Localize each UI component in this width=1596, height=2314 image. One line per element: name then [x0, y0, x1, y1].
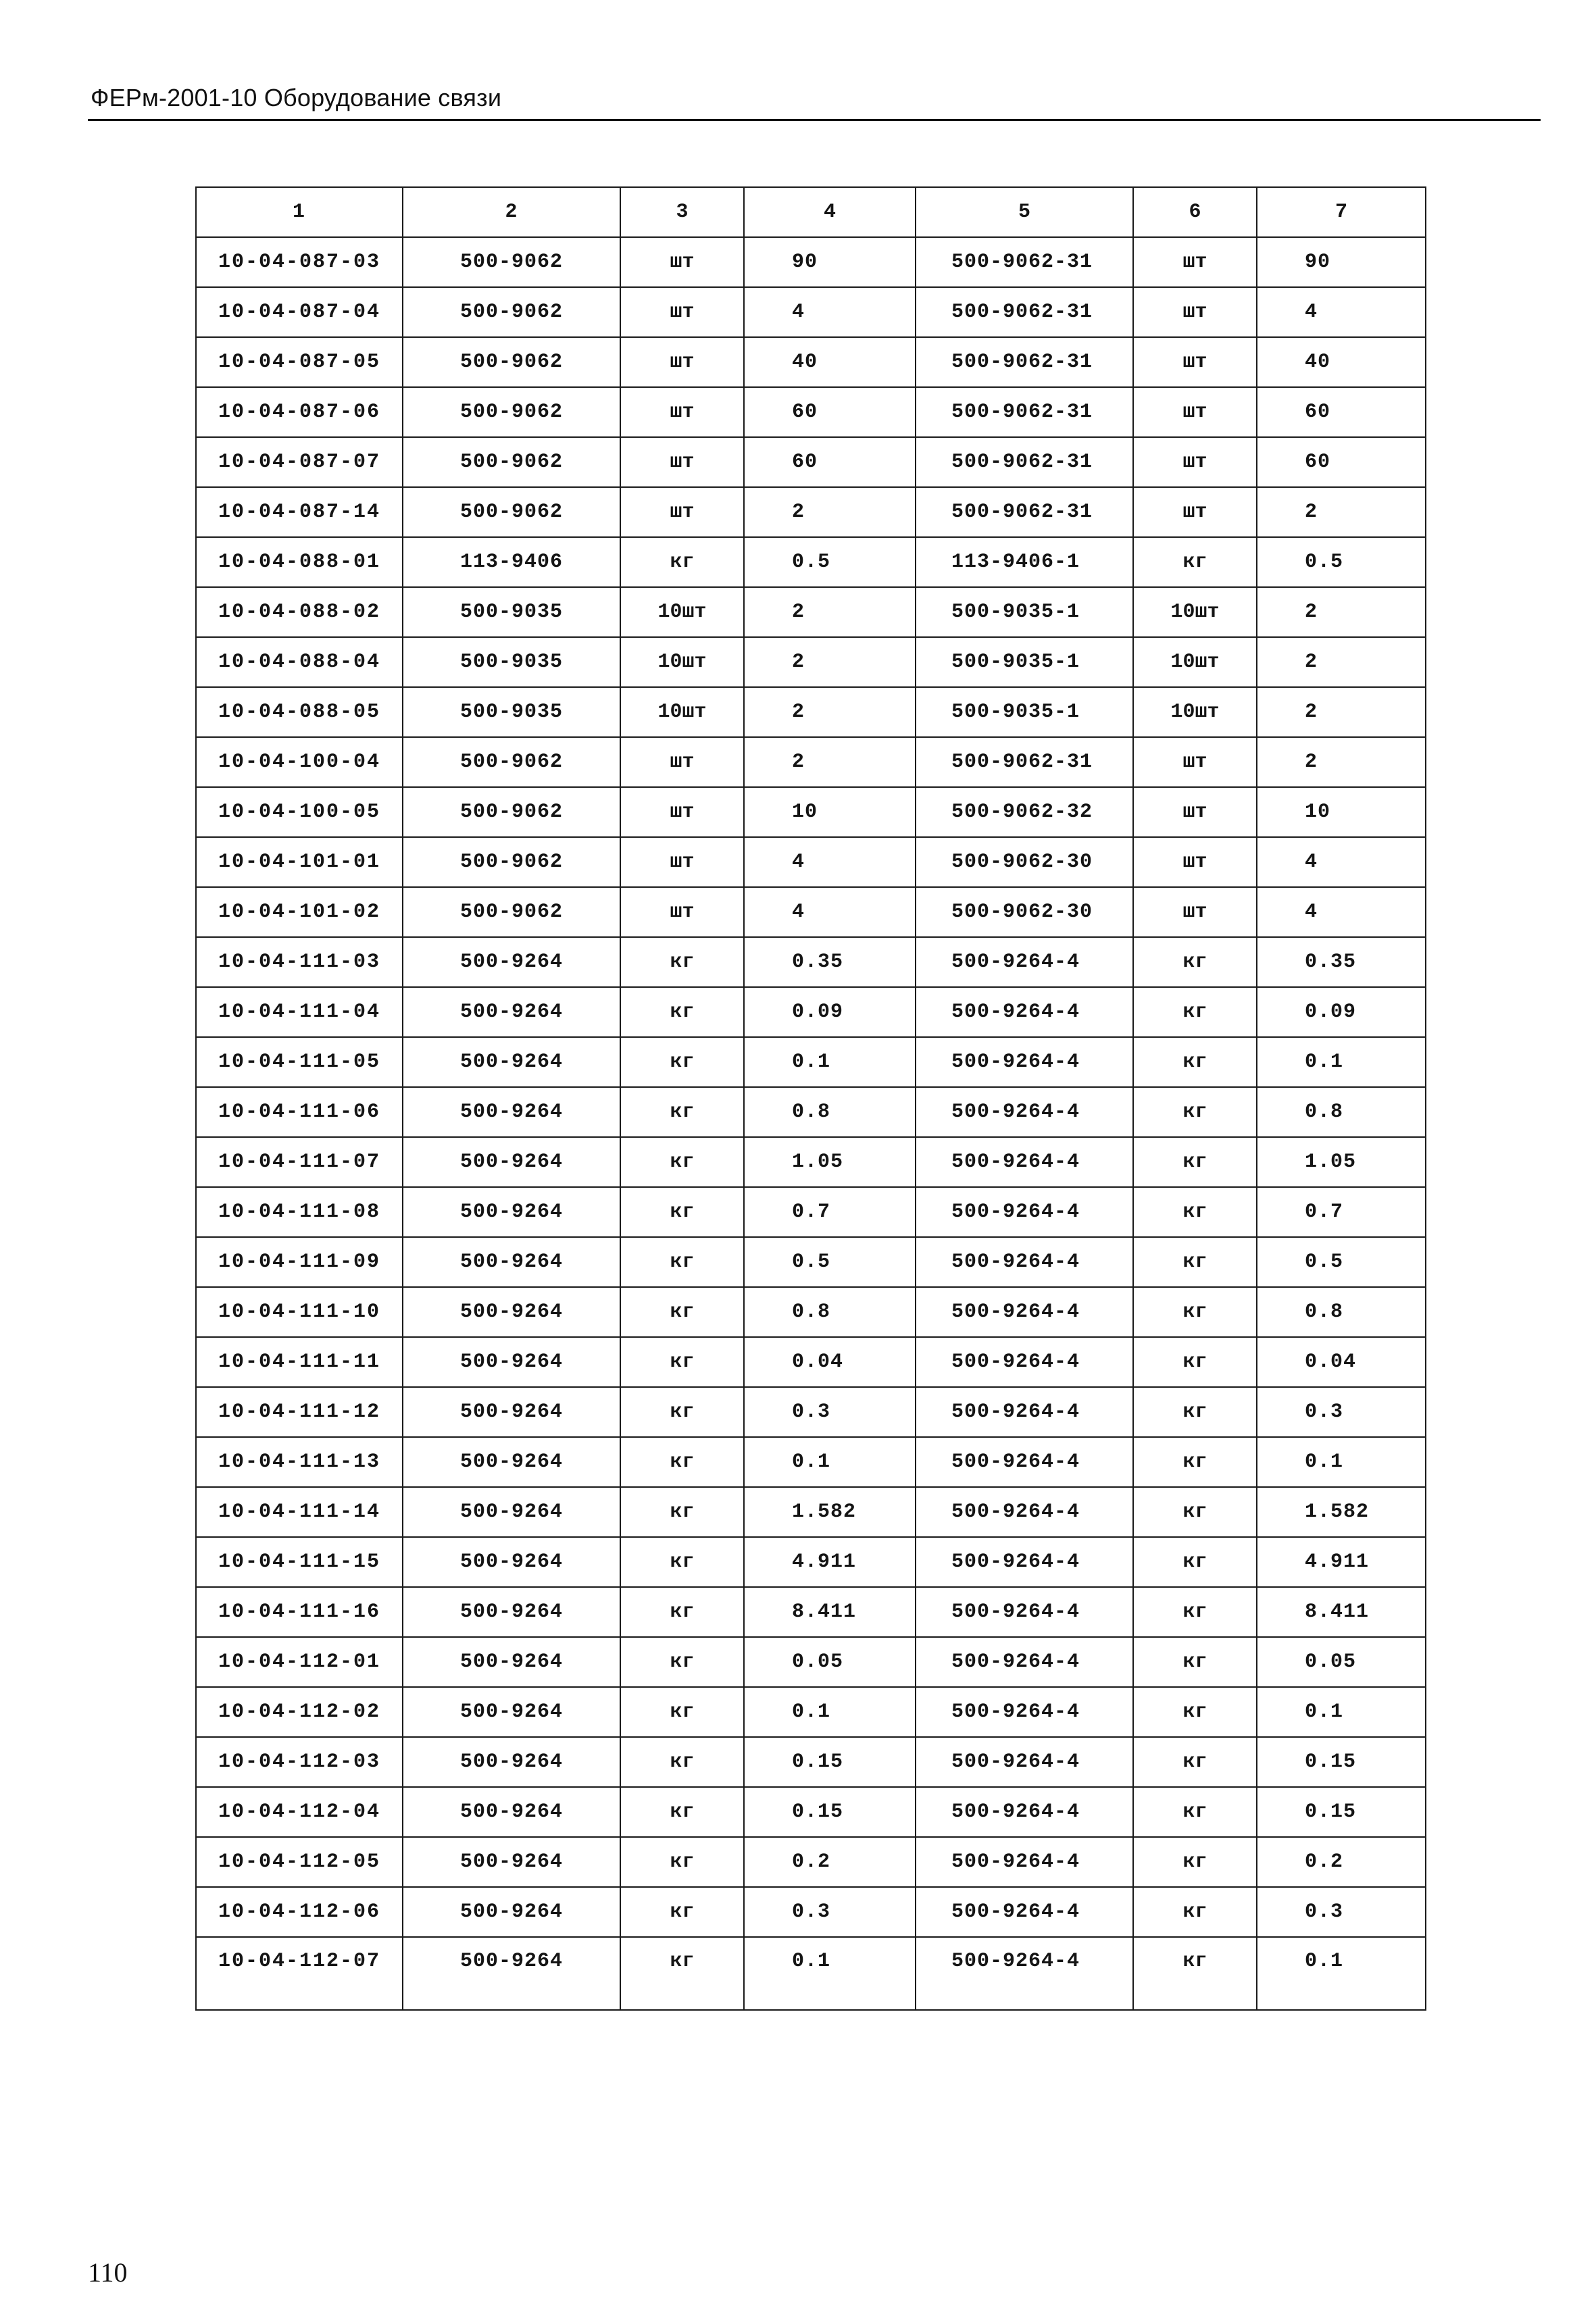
replacement-quantity-cell: 1.582	[1257, 1487, 1426, 1537]
quantity-cell: 1.05	[744, 1137, 916, 1187]
replacement-code-cell: 500-9062-31	[916, 337, 1133, 387]
unit-cell: кг	[620, 987, 744, 1037]
resource-code-cell: 500-9264	[403, 1437, 620, 1487]
replacement-unit-cell: кг	[1133, 1587, 1257, 1637]
replacement-unit-cell: кг	[1133, 1537, 1257, 1587]
table-row	[196, 787, 1426, 837]
quantity-cell: 0.5	[744, 537, 916, 587]
table-row	[196, 1637, 1426, 1687]
table-row	[196, 587, 1426, 637]
code-cell: 10-04-087-07	[196, 437, 403, 487]
replacement-quantity-cell: 60	[1257, 437, 1426, 487]
unit-cell: шт	[620, 237, 744, 287]
resource-code-cell: 500-9062	[403, 437, 620, 487]
column-header-5: 5	[916, 187, 1133, 237]
replacement-code-cell: 500-9264-4	[916, 1637, 1133, 1687]
unit-cell: кг	[620, 937, 744, 987]
replacement-unit-cell: кг	[1133, 1937, 1257, 2010]
quantity-cell: 40	[744, 337, 916, 387]
replacement-code-cell: 113-9406-1	[916, 537, 1133, 587]
quantity-cell: 0.1	[744, 1037, 916, 1087]
replacement-code-cell: 500-9035-1	[916, 587, 1133, 637]
replacement-unit-cell: шт	[1133, 437, 1257, 487]
table-row	[196, 237, 1426, 287]
replacement-unit-cell: кг	[1133, 1187, 1257, 1237]
resource-code-cell: 500-9264	[403, 1087, 620, 1137]
replacement-quantity-cell: 0.3	[1257, 1387, 1426, 1437]
quantity-cell: 8.411	[744, 1587, 916, 1637]
unit-cell: кг	[620, 1937, 744, 2010]
unit-cell: кг	[620, 1037, 744, 1087]
resource-code-cell: 500-9264	[403, 1137, 620, 1187]
quantity-cell: 0.04	[744, 1337, 916, 1387]
replacement-quantity-cell: 90	[1257, 237, 1426, 287]
replacement-unit-cell: кг	[1133, 537, 1257, 587]
replacement-unit-cell: кг	[1133, 1837, 1257, 1887]
resource-code-cell: 500-9035	[403, 687, 620, 737]
replacement-quantity-cell: 0.15	[1257, 1737, 1426, 1787]
replacement-unit-cell: кг	[1133, 1737, 1257, 1787]
table-body	[196, 237, 1426, 2010]
unit-cell: 10шт	[620, 687, 744, 737]
resource-code-cell: 500-9062	[403, 487, 620, 537]
resource-code-cell: 500-9264	[403, 1187, 620, 1237]
replacement-quantity-cell: 2	[1257, 737, 1426, 787]
code-cell: 10-04-111-07	[196, 1137, 403, 1187]
table-row	[196, 287, 1426, 337]
column-header-2: 2	[403, 187, 620, 237]
code-cell: 10-04-112-01	[196, 1637, 403, 1687]
quantity-cell: 4.911	[744, 1537, 916, 1587]
replacement-unit-cell: кг	[1133, 987, 1257, 1037]
replacement-quantity-cell: 0.1	[1257, 1687, 1426, 1737]
replacement-unit-cell: 10шт	[1133, 687, 1257, 737]
replacement-quantity-cell: 0.04	[1257, 1337, 1426, 1387]
replacement-code-cell: 500-9264-4	[916, 1337, 1133, 1387]
quantity-cell: 2	[744, 687, 916, 737]
resource-code-cell: 500-9264	[403, 1887, 620, 1937]
resource-code-cell: 500-9062	[403, 887, 620, 937]
code-cell: 10-04-101-01	[196, 837, 403, 887]
replacement-unit-cell: кг	[1133, 1137, 1257, 1187]
code-cell: 10-04-112-04	[196, 1787, 403, 1837]
replacement-quantity-cell: 2	[1257, 487, 1426, 537]
code-cell: 10-04-100-04	[196, 737, 403, 787]
code-cell: 10-04-111-14	[196, 1487, 403, 1537]
table-header-row	[196, 187, 1426, 237]
quantity-cell: 2	[744, 737, 916, 787]
replacement-code-cell: 500-9062-31	[916, 487, 1133, 537]
replacement-quantity-cell: 40	[1257, 337, 1426, 387]
code-cell: 10-04-112-05	[196, 1837, 403, 1887]
unit-cell: кг	[620, 1087, 744, 1137]
unit-cell: кг	[620, 537, 744, 587]
table-row	[196, 837, 1426, 887]
replacement-code-cell: 500-9264-4	[916, 937, 1133, 987]
unit-cell: кг	[620, 1737, 744, 1787]
resource-code-cell: 500-9062	[403, 237, 620, 287]
replacement-code-cell: 500-9264-4	[916, 1787, 1133, 1837]
replacement-code-cell: 500-9264-4	[916, 987, 1133, 1037]
table-row	[196, 1787, 1426, 1837]
code-cell: 10-04-088-05	[196, 687, 403, 737]
table-row	[196, 1487, 1426, 1537]
unit-cell: шт	[620, 387, 744, 437]
replacement-code-cell: 500-9264-4	[916, 1887, 1133, 1937]
replacement-code-cell: 500-9264-4	[916, 1037, 1133, 1087]
code-cell: 10-04-111-16	[196, 1587, 403, 1637]
replacement-unit-cell: шт	[1133, 887, 1257, 937]
replacement-code-cell: 500-9062-30	[916, 887, 1133, 937]
resource-code-cell: 500-9264	[403, 987, 620, 1037]
code-cell: 10-04-111-08	[196, 1187, 403, 1237]
unit-cell: шт	[620, 837, 744, 887]
code-cell: 10-04-088-02	[196, 587, 403, 637]
resource-code-cell: 500-9264	[403, 937, 620, 987]
replacement-code-cell: 500-9062-31	[916, 237, 1133, 287]
unit-cell: кг	[620, 1537, 744, 1587]
resource-code-cell: 500-9264	[403, 1337, 620, 1387]
replacement-quantity-cell: 4	[1257, 887, 1426, 937]
replacement-quantity-cell: 0.3	[1257, 1887, 1426, 1937]
table-row	[196, 1437, 1426, 1487]
code-cell: 10-04-111-09	[196, 1237, 403, 1287]
replacement-quantity-cell: 2	[1257, 687, 1426, 737]
replacement-code-cell: 500-9062-31	[916, 737, 1133, 787]
quantity-cell: 2	[744, 587, 916, 637]
resource-code-cell: 500-9062	[403, 787, 620, 837]
replacement-unit-cell: кг	[1133, 1087, 1257, 1137]
replacement-code-cell: 500-9062-32	[916, 787, 1133, 837]
quantity-cell: 2	[744, 487, 916, 537]
replacement-code-cell: 500-9264-4	[916, 1287, 1133, 1337]
replacement-unit-cell: кг	[1133, 1487, 1257, 1537]
replacement-unit-cell: 10шт	[1133, 637, 1257, 687]
table-row	[196, 637, 1426, 687]
replacement-unit-cell: кг	[1133, 1337, 1257, 1387]
unit-cell: шт	[620, 487, 744, 537]
unit-cell: шт	[620, 737, 744, 787]
replacement-code-cell: 500-9062-30	[916, 837, 1133, 887]
replacement-quantity-cell: 0.35	[1257, 937, 1426, 987]
replacement-unit-cell: кг	[1133, 1037, 1257, 1087]
unit-cell: кг	[620, 1587, 744, 1637]
code-cell: 10-04-111-11	[196, 1337, 403, 1387]
code-cell: 10-04-088-01	[196, 537, 403, 587]
quantity-cell: 4	[744, 887, 916, 937]
quantity-cell: 0.09	[744, 987, 916, 1037]
resource-code-cell: 500-9264	[403, 1387, 620, 1437]
page-number: 110	[88, 2257, 128, 2288]
replacement-unit-cell: шт	[1133, 387, 1257, 437]
unit-cell: шт	[620, 787, 744, 837]
resource-code-cell: 500-9264	[403, 1287, 620, 1337]
code-cell: 10-04-111-10	[196, 1287, 403, 1337]
replacement-code-cell: 500-9035-1	[916, 637, 1133, 687]
replacement-quantity-cell: 2	[1257, 587, 1426, 637]
quantity-cell: 0.1	[744, 1437, 916, 1487]
table-row	[196, 987, 1426, 1037]
quantity-cell: 60	[744, 437, 916, 487]
replacement-code-cell: 500-9264-4	[916, 1937, 1133, 2010]
table-row	[196, 1887, 1426, 1937]
replacement-quantity-cell: 0.7	[1257, 1187, 1426, 1237]
resource-code-cell: 500-9264	[403, 1487, 620, 1537]
table-row	[196, 537, 1426, 587]
replacement-unit-cell: шт	[1133, 337, 1257, 387]
code-cell: 10-04-112-06	[196, 1887, 403, 1937]
replacement-code-cell: 500-9264-4	[916, 1437, 1133, 1487]
resource-code-cell: 500-9264	[403, 1737, 620, 1787]
quantity-cell: 10	[744, 787, 916, 837]
replacement-code-cell: 500-9264-4	[916, 1187, 1133, 1237]
resource-code-cell: 500-9264	[403, 1537, 620, 1587]
replacement-quantity-cell: 0.09	[1257, 987, 1426, 1037]
resource-code-cell: 500-9264	[403, 1237, 620, 1287]
code-cell: 10-04-112-03	[196, 1737, 403, 1787]
replacement-quantity-cell: 0.1	[1257, 1437, 1426, 1487]
code-cell: 10-04-111-13	[196, 1437, 403, 1487]
code-cell: 10-04-087-03	[196, 237, 403, 287]
resource-code-cell: 500-9035	[403, 637, 620, 687]
replacement-quantity-cell: 0.05	[1257, 1637, 1426, 1687]
quantity-cell: 2	[744, 637, 916, 687]
code-cell: 10-04-087-04	[196, 287, 403, 337]
unit-cell: кг	[620, 1437, 744, 1487]
unit-cell: кг	[620, 1487, 744, 1537]
replacement-quantity-cell: 4	[1257, 287, 1426, 337]
unit-cell: шт	[620, 287, 744, 337]
table-row	[196, 937, 1426, 987]
quantity-cell: 4	[744, 837, 916, 887]
unit-cell: кг	[620, 1787, 744, 1837]
resource-code-cell: 500-9062	[403, 737, 620, 787]
code-cell: 10-04-111-15	[196, 1537, 403, 1587]
code-cell: 10-04-087-06	[196, 387, 403, 437]
table-row	[196, 1037, 1426, 1087]
table-row	[196, 687, 1426, 737]
table-row	[196, 1287, 1426, 1337]
replacement-code-cell: 500-9062-31	[916, 437, 1133, 487]
replacement-code-cell: 500-9264-4	[916, 1137, 1133, 1187]
unit-cell: кг	[620, 1387, 744, 1437]
replacement-unit-cell: кг	[1133, 1287, 1257, 1337]
replacement-quantity-cell: 0.5	[1257, 1237, 1426, 1287]
unit-cell: кг	[620, 1187, 744, 1237]
table-row	[196, 887, 1426, 937]
replacement-quantity-cell: 1.05	[1257, 1137, 1426, 1187]
resource-code-cell: 500-9264	[403, 1587, 620, 1637]
replacement-unit-cell: кг	[1133, 1637, 1257, 1687]
code-cell: 10-04-101-02	[196, 887, 403, 937]
quantity-cell: 0.8	[744, 1087, 916, 1137]
table-row	[196, 737, 1426, 787]
replacement-code-cell: 500-9264-4	[916, 1087, 1133, 1137]
resource-code-cell: 500-9062	[403, 837, 620, 887]
code-cell: 10-04-112-07	[196, 1937, 403, 2010]
table-row	[196, 1387, 1426, 1437]
replacement-unit-cell: шт	[1133, 737, 1257, 787]
unit-cell: шт	[620, 437, 744, 487]
replacement-unit-cell: шт	[1133, 837, 1257, 887]
unit-cell: шт	[620, 337, 744, 387]
column-header-7: 7	[1257, 187, 1426, 237]
resource-code-cell: 500-9264	[403, 1037, 620, 1087]
code-cell: 10-04-111-12	[196, 1387, 403, 1437]
replacement-quantity-cell: 2	[1257, 637, 1426, 687]
table-row	[196, 1587, 1426, 1637]
replacement-quantity-cell: 8.411	[1257, 1587, 1426, 1637]
replacement-unit-cell: шт	[1133, 287, 1257, 337]
replacement-code-cell: 500-9035-1	[916, 687, 1133, 737]
replacement-unit-cell: кг	[1133, 1237, 1257, 1287]
quantity-cell: 90	[744, 237, 916, 287]
quantity-cell: 0.3	[744, 1387, 916, 1437]
quantity-cell: 0.15	[744, 1737, 916, 1787]
materials-table	[195, 186, 1426, 2011]
replacement-unit-cell: кг	[1133, 1787, 1257, 1837]
unit-cell: кг	[620, 1687, 744, 1737]
replacement-code-cell: 500-9264-4	[916, 1837, 1133, 1887]
replacement-code-cell: 500-9264-4	[916, 1487, 1133, 1537]
replacement-code-cell: 500-9264-4	[916, 1737, 1133, 1787]
table-row	[196, 1687, 1426, 1737]
table-row	[196, 1187, 1426, 1237]
column-header-6: 6	[1133, 187, 1257, 237]
table-row	[196, 1137, 1426, 1187]
replacement-unit-cell: шт	[1133, 487, 1257, 537]
table-row	[196, 1537, 1426, 1587]
replacement-unit-cell: кг	[1133, 1437, 1257, 1487]
replacement-unit-cell: кг	[1133, 1387, 1257, 1437]
resource-code-cell: 500-9264	[403, 1937, 620, 2010]
unit-cell: кг	[620, 1137, 744, 1187]
quantity-cell: 0.1	[744, 1687, 916, 1737]
replacement-quantity-cell: 0.2	[1257, 1837, 1426, 1887]
replacement-quantity-cell: 0.5	[1257, 537, 1426, 587]
replacement-quantity-cell: 4.911	[1257, 1537, 1426, 1587]
column-header-1: 1	[196, 187, 403, 237]
code-cell: 10-04-112-02	[196, 1687, 403, 1737]
code-cell: 10-04-100-05	[196, 787, 403, 837]
table-row	[196, 1937, 1426, 2010]
unit-cell: кг	[620, 1237, 744, 1287]
table-row	[196, 1737, 1426, 1787]
unit-cell: кг	[620, 1337, 744, 1387]
header-divider	[88, 119, 1541, 121]
table-row	[196, 437, 1426, 487]
code-cell: 10-04-088-04	[196, 637, 403, 687]
replacement-quantity-cell: 10	[1257, 787, 1426, 837]
quantity-cell: 0.7	[744, 1187, 916, 1237]
code-cell: 10-04-087-14	[196, 487, 403, 537]
resource-code-cell: 500-9264	[403, 1837, 620, 1887]
unit-cell: кг	[620, 1887, 744, 1937]
replacement-unit-cell: шт	[1133, 787, 1257, 837]
table-row	[196, 1837, 1426, 1887]
code-cell: 10-04-111-04	[196, 987, 403, 1037]
replacement-code-cell: 500-9264-4	[916, 1237, 1133, 1287]
quantity-cell: 0.8	[744, 1287, 916, 1337]
quantity-cell: 0.3	[744, 1887, 916, 1937]
quantity-cell: 60	[744, 387, 916, 437]
table-row	[196, 1337, 1426, 1387]
replacement-unit-cell: кг	[1133, 1887, 1257, 1937]
quantity-cell: 4	[744, 287, 916, 337]
quantity-cell: 0.5	[744, 1237, 916, 1287]
replacement-code-cell: 500-9264-4	[916, 1687, 1133, 1737]
replacement-quantity-cell: 0.8	[1257, 1287, 1426, 1337]
unit-cell: 10шт	[620, 637, 744, 687]
replacement-code-cell: 500-9062-31	[916, 387, 1133, 437]
replacement-code-cell: 500-9062-31	[916, 287, 1133, 337]
replacement-unit-cell: 10шт	[1133, 587, 1257, 637]
table-row	[196, 337, 1426, 387]
table-row	[196, 487, 1426, 537]
unit-cell: шт	[620, 887, 744, 937]
quantity-cell: 0.35	[744, 937, 916, 987]
replacement-code-cell: 500-9264-4	[916, 1537, 1133, 1587]
replacement-quantity-cell: 0.1	[1257, 1037, 1426, 1087]
quantity-cell: 1.582	[744, 1487, 916, 1537]
code-cell: 10-04-111-05	[196, 1037, 403, 1087]
resource-code-cell: 500-9062	[403, 387, 620, 437]
resource-code-cell: 113-9406	[403, 537, 620, 587]
resource-code-cell: 500-9264	[403, 1687, 620, 1737]
column-header-3: 3	[620, 187, 744, 237]
resource-code-cell: 500-9062	[403, 287, 620, 337]
code-cell: 10-04-087-05	[196, 337, 403, 387]
quantity-cell: 0.2	[744, 1837, 916, 1887]
quantity-cell: 0.15	[744, 1787, 916, 1837]
replacement-code-cell: 500-9264-4	[916, 1387, 1133, 1437]
quantity-cell: 0.05	[744, 1637, 916, 1687]
quantity-cell: 0.1	[744, 1937, 916, 2010]
replacement-code-cell: 500-9264-4	[916, 1587, 1133, 1637]
resource-code-cell: 500-9035	[403, 587, 620, 637]
replacement-quantity-cell: 0.8	[1257, 1087, 1426, 1137]
page-header-title: ФЕРм-2001-10 Оборудование связи	[91, 84, 502, 111]
table-row	[196, 1087, 1426, 1137]
resource-code-cell: 500-9264	[403, 1637, 620, 1687]
table-row	[196, 1237, 1426, 1287]
column-header-4: 4	[744, 187, 916, 237]
replacement-quantity-cell: 0.15	[1257, 1787, 1426, 1837]
replacement-unit-cell: шт	[1133, 237, 1257, 287]
unit-cell: кг	[620, 1837, 744, 1887]
unit-cell: кг	[620, 1637, 744, 1687]
table-row	[196, 387, 1426, 437]
resource-code-cell: 500-9062	[403, 337, 620, 387]
replacement-unit-cell: кг	[1133, 1687, 1257, 1737]
code-cell: 10-04-111-06	[196, 1087, 403, 1137]
resource-code-cell: 500-9264	[403, 1787, 620, 1837]
replacement-unit-cell: кг	[1133, 937, 1257, 987]
replacement-quantity-cell: 60	[1257, 387, 1426, 437]
replacement-quantity-cell: 0.1	[1257, 1937, 1426, 2010]
code-cell: 10-04-111-03	[196, 937, 403, 987]
replacement-quantity-cell: 4	[1257, 837, 1426, 887]
unit-cell: кг	[620, 1287, 744, 1337]
unit-cell: 10шт	[620, 587, 744, 637]
